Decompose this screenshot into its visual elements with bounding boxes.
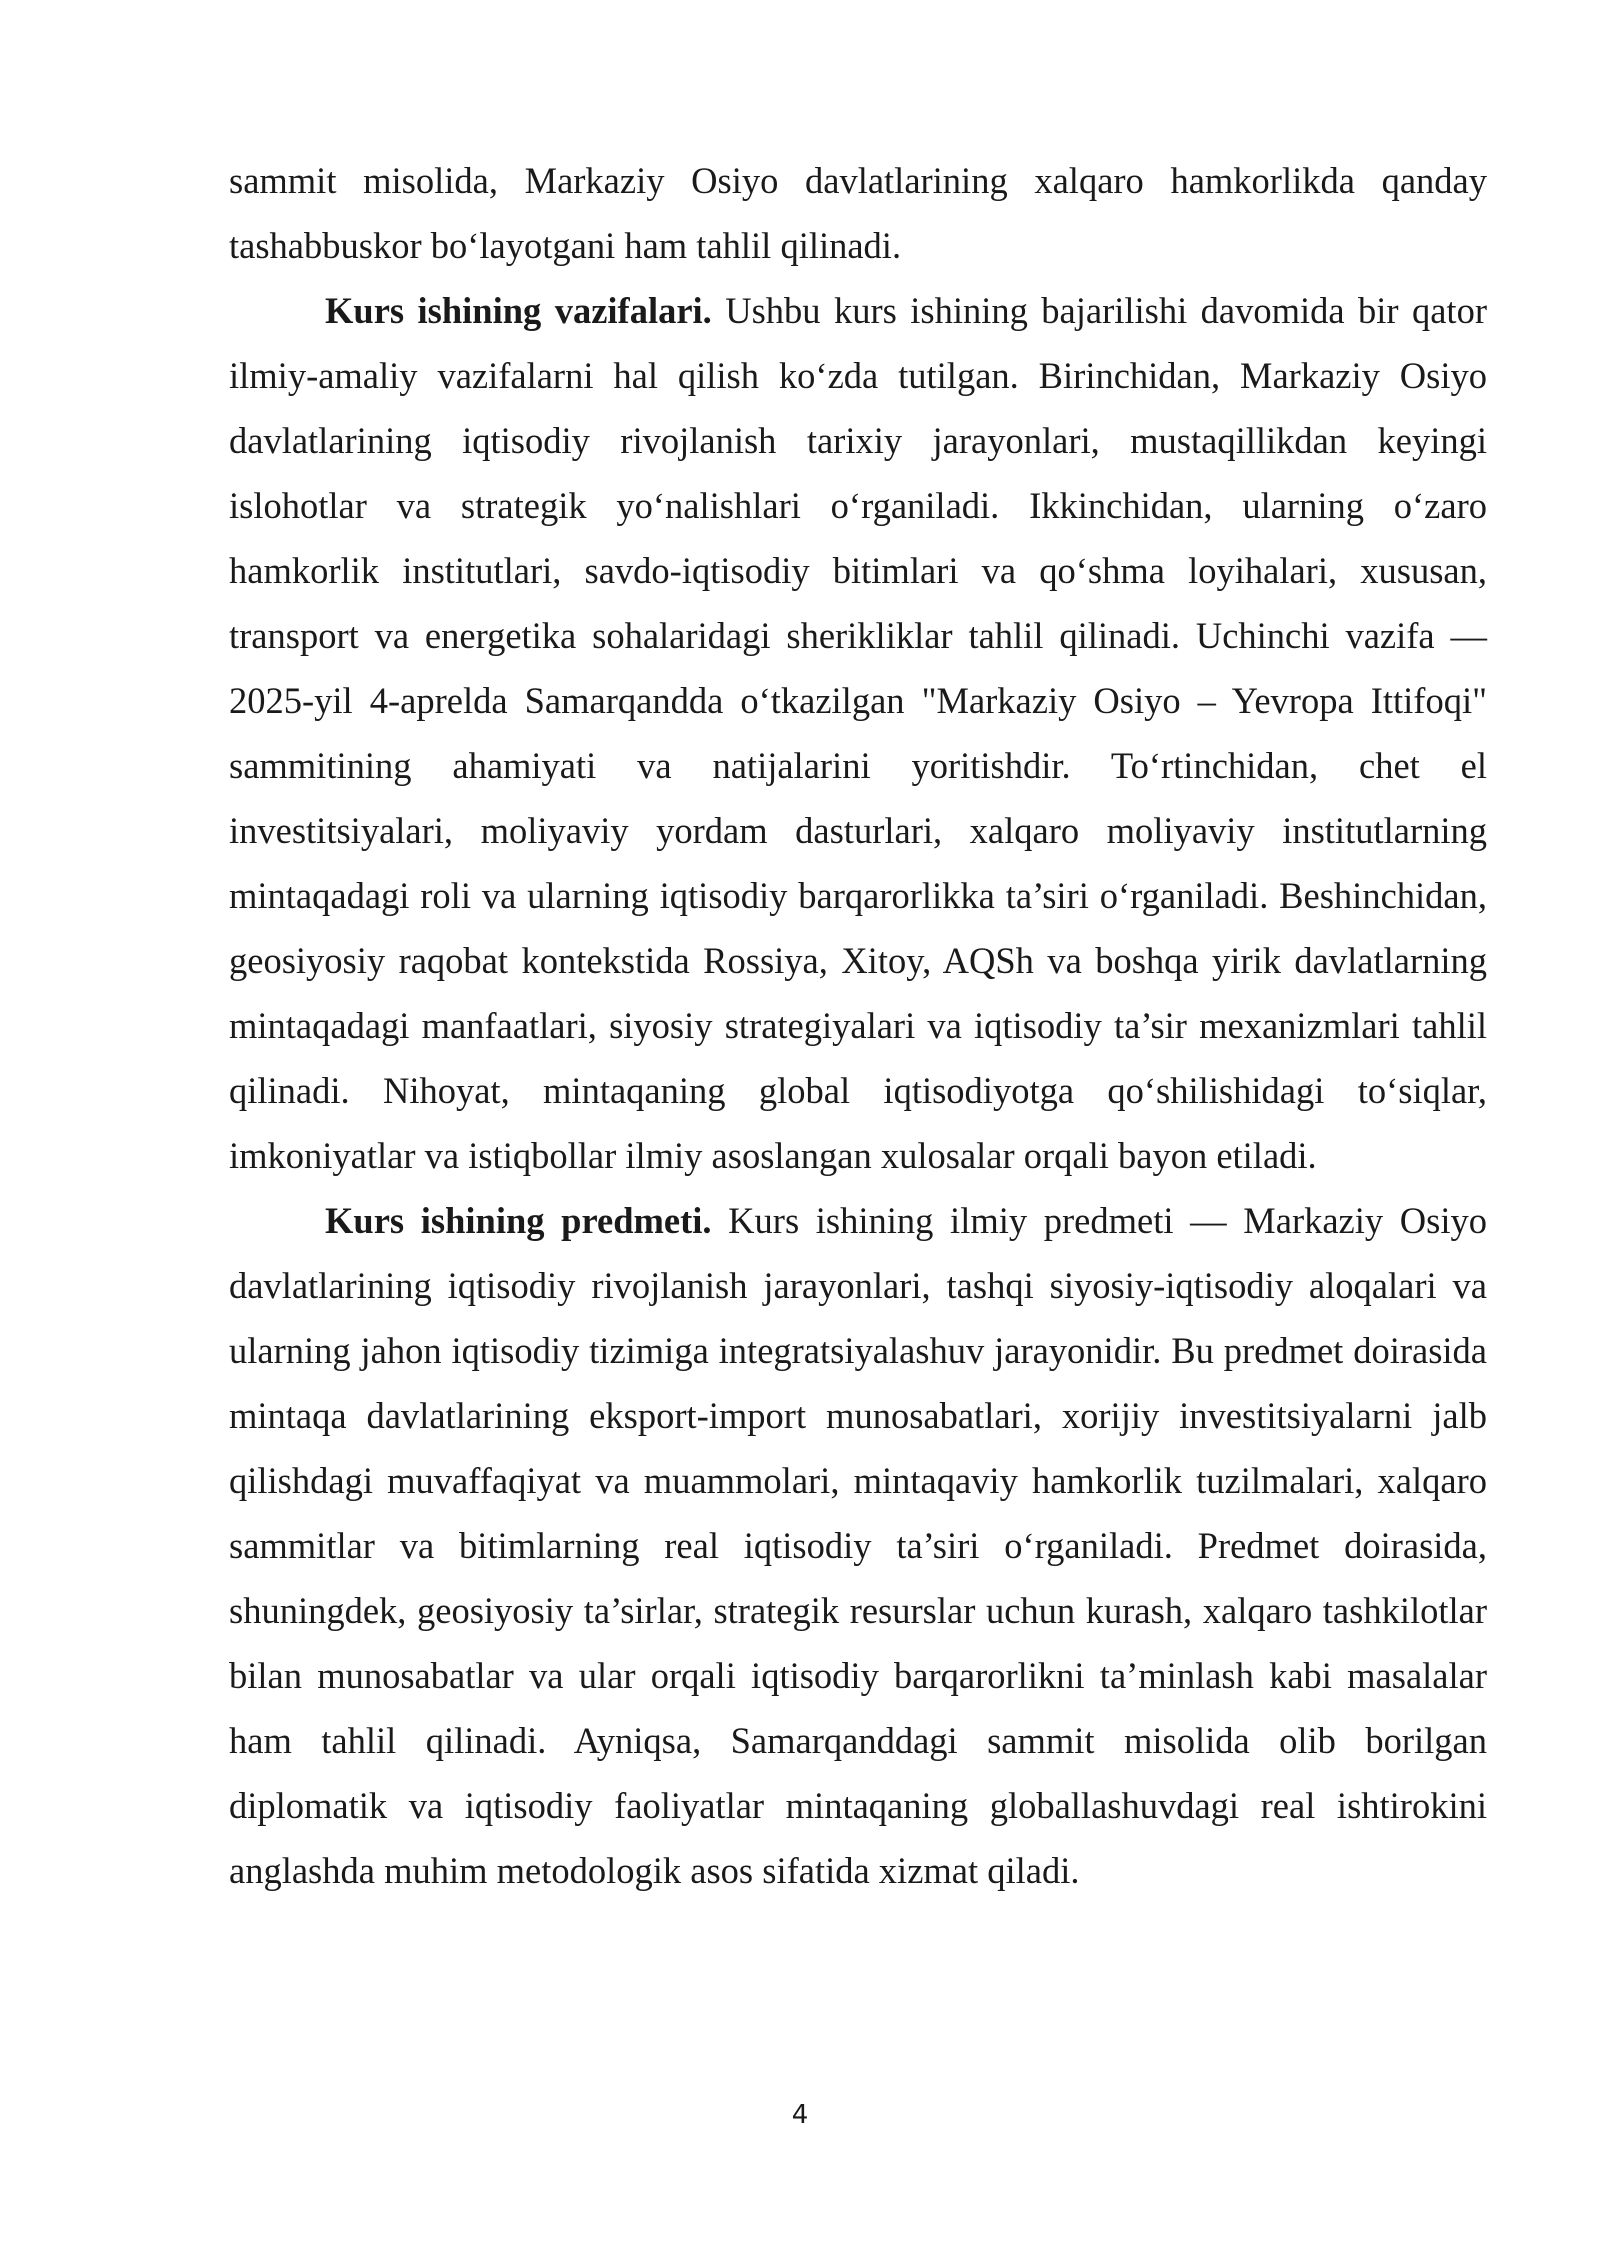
paragraph-heading: Kurs ishining vazifalari. (325, 290, 712, 331)
paragraph-continuation (229, 148, 1487, 278)
paragraph-subject (229, 1188, 1487, 1903)
page-number: 4 (791, 2100, 809, 2130)
paragraph-text: Kurs ishining ilmiy predmeti — Markaziy Osiyo davlatlarining iqtisodiy rivojlanish jarayonlari, tashqi siyosiy-iqtisodiy aloqalari va ularning jahon iqtisodiy tizimiga integratsiyalashuv jarayonidir. Bu predmet doirasida mintaqa davlatlarining eksport-import munosabatlari, xorijiy investitsiyalarni jalb qilishdagi muvaffaqiyat va muammolari, mintaqaviy hamkorlik tuzilmalari, xalqaro sammitlar va bitimlarning real iqtisodiy ta’siri o‘rganiladi. Predmet doirasida, shuningdek, geosiyosiy ta’sirlar, strategik resurslar uchun kurash, xalqaro tashkilotlar bilan munosabatlar va ular orqali iqtisodiy barqarorlikni ta’minlash kabi masalalar ham tahlil qilinadi. Ayniqsa, Samarqanddagi sammit misolida olib borilgan diplomatik va iqtisodiy faoliyatlar mintaqaning globallashuvdagi real ishtirokini anglashda muhim metodologik asos sifatida xizmat qiladi. (229, 1200, 1487, 1891)
body-text (229, 148, 1487, 1903)
paragraph-heading: Kurs ishining predmeti. (325, 1200, 712, 1241)
paragraph-text: sammit misolida, Markaziy Osiyo davlatlarining xalqaro hamkorlikda qanday tashabbuskor bo‘layotgani ham tahlil qilinadi. (229, 160, 1487, 266)
paragraph-text: Ushbu kurs ishining bajarilishi davomida bir qator ilmiy-amaliy vazifalarni hal qilish ko‘zda tutilgan. Birinchidan, Markaziy Osiyo davlatlarining iqtisodiy rivojlanish tarixiy jarayonlari, mustaqillikdan keyingi islohotlar va strategik yo‘nalishlari o‘rganiladi. Ikkinchidan, ularning o‘zaro hamkorlik institutlari, savdo-iqtisodiy bitimlari va qo‘shma loyihalari, xususan, transport va energetika sohalaridagi sherikliklar tahlil qilinadi. Uchinchi vazifa — 2025-yil 4-aprelda Samarqandda o‘tkazilgan "Markaziy Osiyo – Yevropa Ittifoqi" sammitining ahamiyati va natijalarini yoritishdir. To‘rtinchidan, chet el investitsiyalari, moliyaviy yordam dasturlari, xalqaro moliyaviy institutlarning mintaqadagi roli va ularning iqtisodiy barqarorlikka ta’siri o‘rganiladi. Beshinchidan, geosiyosiy raqobat kontekstida Rossiya, Xitoy, AQSh va boshqa yirik davlatlarning mintaqadagi manfaatlari, siyosiy strategiyalari va iqtisodiy ta’sir mexanizmlari tahlil qilinadi. Nihoyat, mintaqaning global iqtisodiyotga qo‘shilishidagi to‘siqlar, imkoniyatlar va istiqbollar ilmiy asoslangan xulosalar orqali bayon etiladi. (229, 290, 1487, 1176)
paragraph-tasks (229, 278, 1487, 1188)
